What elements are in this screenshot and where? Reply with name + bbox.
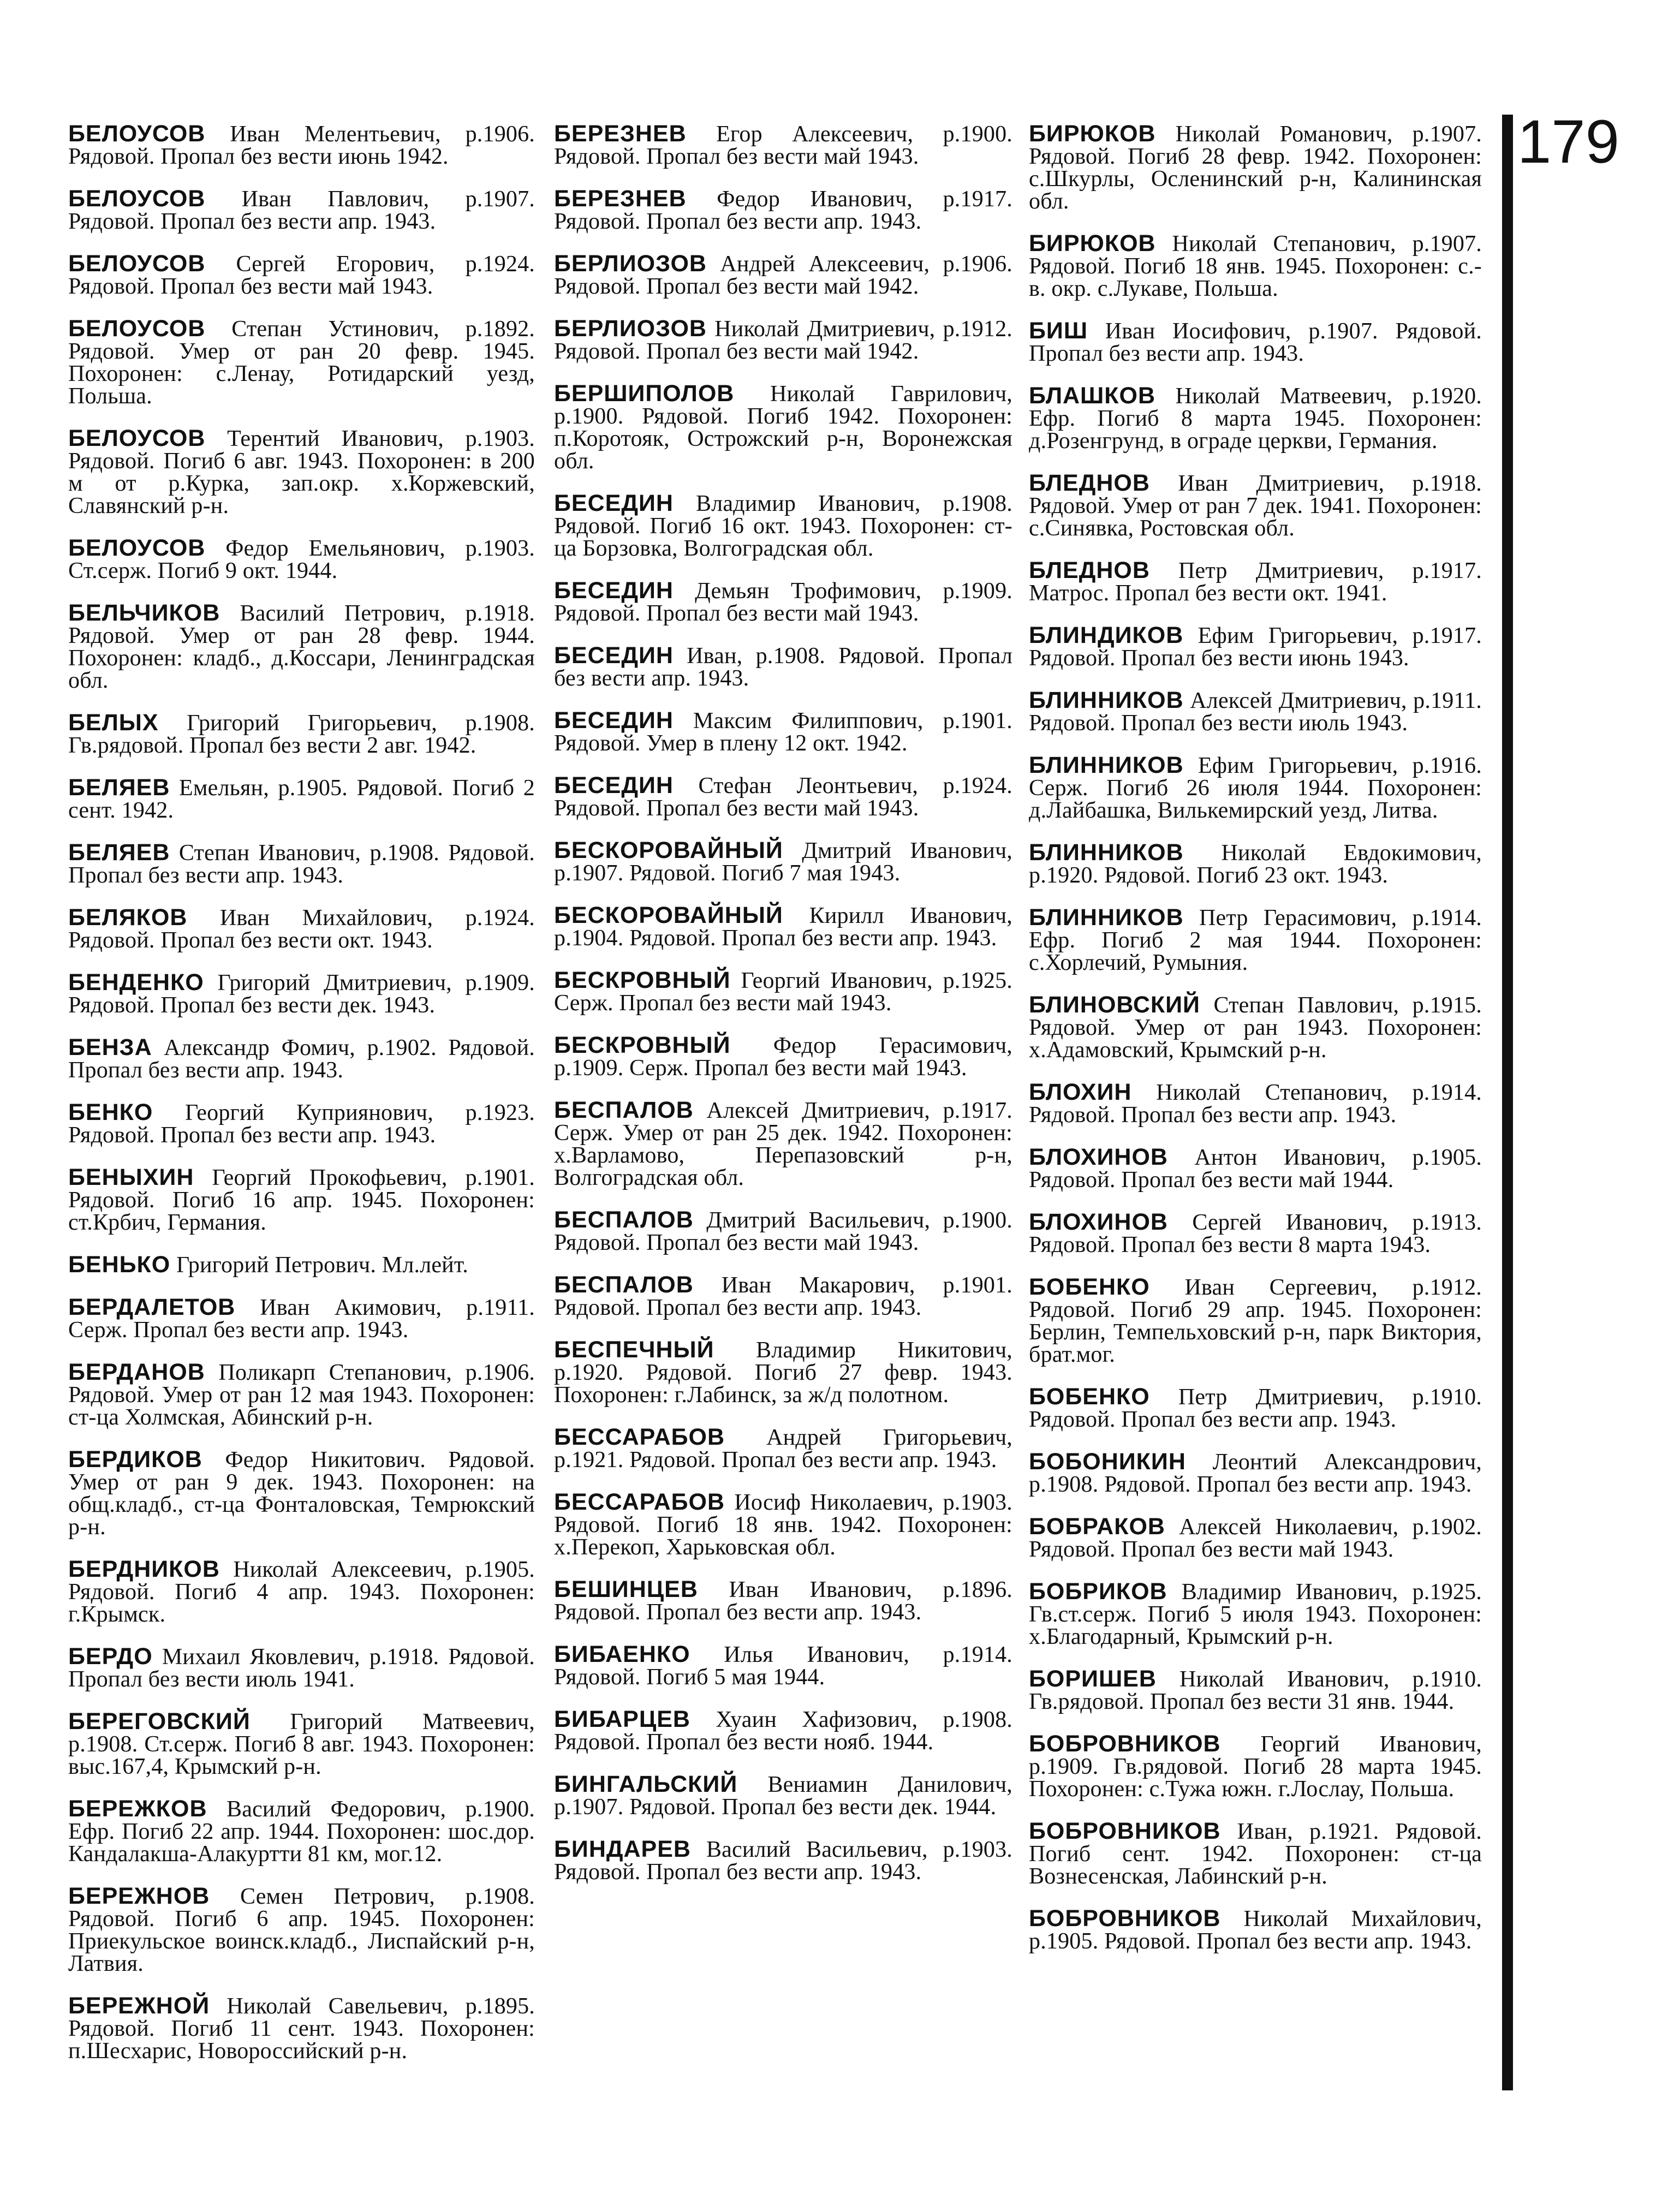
entry — [1029, 1513, 1482, 1562]
entry-details: Андрей Алексеевич, р.1906. Рядовой. Пропал без вести май 1942. — [554, 252, 1013, 299]
entry-details: Андрей Григорьевич, р.1921. Рядовой. Пропал без вести апр. 1943. — [554, 1425, 1012, 1473]
entry-details: Николай Степанович, р.1914. Рядовой. Пропал без вести апр. 1943. — [1029, 1080, 1482, 1128]
entry-details: Сергей Егорович, р.1924. Рядовой. Пропал без вести май 1943. — [68, 252, 535, 299]
entry-surname: БЕССАРАБОВ — [554, 1424, 725, 1450]
entry — [1029, 1668, 1482, 1713]
entry-details: Кирилл Иванович, р.1904. Рядовой. Пропал без вести апр. 1943. — [554, 903, 1012, 951]
entry-surname: БИНДАРЕВ — [554, 1836, 691, 1862]
entry — [68, 1254, 535, 1277]
entry-details: Федор Иванович, р.1917. Рядовой. Пропал без вести апр. 1943. — [554, 187, 1012, 234]
entry-surname: БЕСЕДИН — [554, 490, 674, 516]
column-middle — [554, 123, 1012, 1903]
entry-details: Егор Алексеевич, р.1900. Рядовой. Пропал без вести май 1943. — [554, 122, 1013, 169]
entry — [68, 602, 535, 692]
entry — [1029, 1146, 1482, 1191]
entry-surname: БИРЮКОВ — [1029, 121, 1156, 147]
entry — [554, 1339, 1012, 1407]
entry-surname: БЕСЕДИН — [554, 642, 674, 669]
entry-details: Николай Алексеевич, р.1905. Рядовой. Погиб 4 апр. 1943. Похоронен: г.Крымск. — [68, 1557, 535, 1627]
entry-details: Петр Дмитриевич, р.1910. Рядовой. Пропал без вести апр. 1943. — [1029, 1385, 1482, 1432]
entry-surname: БЕНДЕНКО — [68, 969, 204, 996]
entry-surname: БЕРЕГОВСКИЙ — [68, 1708, 251, 1735]
entry-surname: БИНГАЛЬСКИЙ — [554, 1771, 738, 1797]
entry-details: Алексей Николаевич, р.1902. Рядовой. Пропал без вести май 1943. — [1029, 1515, 1482, 1562]
entry-details: Степан Устинович, р.1892. Рядовой. Умер от ран 20 февр. 1945. Похоронен: с.Ленау, Ротидарский уезд, Польша. — [68, 317, 535, 409]
entry-details: Степан Павлович, р.1915. Рядовой. Умер от ран 1943. Похоронен: х.Адамовский, Крымский р-н. — [1029, 993, 1482, 1063]
entry-details: Георгий Иванович, р.1925. Серж. Пропал без вести май 1943. — [554, 968, 1013, 1016]
entry — [1029, 1451, 1482, 1496]
entry — [554, 1034, 1012, 1080]
entry-details: Ефим Григорьевич, р.1917. Рядовой. Пропал без вести июнь 1943. — [1029, 623, 1482, 671]
entry — [68, 1708, 535, 1779]
entry-details: Дмитрий Васильевич, р.1900. Рядовой. Пропал без вести май 1943. — [554, 1208, 1012, 1255]
entry-details: Иван Павлович, р.1907. Рядовой. Пропал без вести апр. 1943. — [68, 187, 535, 234]
entry-details: Поликарп Степанович, р.1906. Рядовой. Умер от ран 12 мая 1943. Похоронен: ст-ца Холмская, Абинский р-н. — [68, 1360, 535, 1430]
entry-surname: БИРЮКОВ — [1029, 230, 1156, 257]
entry — [68, 774, 535, 823]
entry — [68, 904, 535, 953]
entry-details: Владимир Иванович, р.1908. Рядовой. Погиб 16 окт. 1943. Похоронен: ст-ца Борзовка, Волгоградская обл. — [554, 491, 1013, 561]
entry — [554, 904, 1012, 950]
entry-details: Федор Никитович. Рядовой. Умер от ран 9 дек. 1943. Похоронен: на общ.кладб., ст-ца Фонталовская, Темрюкский р-н. — [68, 1447, 535, 1540]
entry-surname: БЕСПАЛОВ — [554, 1097, 694, 1123]
entry — [68, 1643, 535, 1692]
entry-details: Николай Гаврилович, р.1900. Рядовой. Погиб 1942. Похоронен: п.Коротояк, Острожский р-н, Воронежская обл. — [554, 382, 1012, 474]
entry — [1029, 1820, 1482, 1888]
entry-surname: БЕЛОУСОВ — [68, 315, 206, 342]
entry-details: Иван Михайлович, р.1924. Рядовой. Пропал без вести окт. 1943. — [68, 905, 535, 953]
entry — [1029, 1386, 1482, 1431]
entry — [1029, 1733, 1482, 1801]
entry-details: Василий Федорович, р.1900. Ефр. Погиб 22 апр. 1944. Похоронен: шос.дор. Кандалакша-Алакуртти 81 км, мог.12. — [68, 1797, 535, 1867]
entry-surname: БЕНКО — [68, 1099, 153, 1125]
entry-details: Владимир Никитович, р.1920. Рядовой. Погиб 27 февр. 1943. Похоронен: г.Лабинск, за ж/д полотном. — [554, 1338, 1012, 1408]
entry — [1029, 559, 1482, 605]
entry-surname: БОБЕНКО — [1029, 1384, 1150, 1410]
entry-details: Николай Михайлович, р.1905. Рядовой. Пропал без вести апр. 1943. — [1029, 1906, 1482, 1954]
entry — [1029, 994, 1482, 1062]
column-right — [1029, 123, 1482, 1972]
entry-details: Николай Романович, р.1907. Рядовой. Погиб 28 февр. 1942. Похоронен: с.Шкурлы, Осленинский р-н, Калининская обл. — [1029, 122, 1482, 214]
entry — [68, 1446, 535, 1540]
entry-surname: БЛАШКОВ — [1029, 383, 1156, 409]
entry — [554, 774, 1012, 820]
entry — [554, 1773, 1012, 1819]
entry-surname: БОБЕНКО — [1029, 1274, 1150, 1300]
entry-details: Леонтий Александрович, р.1908. Рядовой. Пропал без вести апр. 1943. — [1029, 1450, 1482, 1497]
entry-details: Сергей Иванович, р.1913. Рядовой. Пропал без вести 8 марта 1943. — [1029, 1210, 1482, 1258]
entry — [1029, 904, 1482, 975]
entry — [554, 380, 1012, 474]
entry-details: Ефим Григорьевич, р.1916. Серж. Погиб 26 июля 1944. Похоронен: д.Лайбашка, Вилькемирский уезд, Литва. — [1029, 753, 1482, 823]
entry — [554, 1491, 1012, 1559]
entry-details: Степан Иванович, р.1908. Рядовой. Пропал без вести апр. 1943. — [68, 841, 535, 888]
entry — [68, 1885, 535, 1975]
entry — [68, 839, 535, 888]
entry-surname: БЛЕДНОВ — [1029, 557, 1150, 583]
entry-details: Георгий Прокофьевич, р.1901. Рядовой. Погиб 16 апр. 1945. Похоронен: ст.Крбич, Германия. — [68, 1165, 535, 1235]
entry-details: Николай Матвеевич, р.1920. Ефр. Погиб 8 марта 1945. Похоронен: д.Розенгрунд, в ограде церкви, Германия. — [1029, 384, 1482, 454]
entry-details: Григорий Григорьевич, р.1908. Гв.рядовой. Пропал без вести 2 авг. 1942. — [68, 711, 535, 758]
vertical-rule — [1502, 115, 1513, 2090]
entry — [68, 1166, 535, 1234]
entry — [554, 315, 1013, 364]
entry-details: Николай Иванович, р.1910. Гв.рядовой. Пропал без вести 31 янв. 1944. — [1029, 1667, 1482, 1714]
entry-details: Терентий Иванович, р.1903. Рядовой. Погиб 6 авг. 1943. Похоронен: в 200 м от р.Курка, зап.окр. х.Коржевский, Славянский р-н. — [68, 426, 535, 519]
entry-surname: БЕСКРОВНЫЙ — [554, 1032, 731, 1058]
entry-details: Максим Филиппович, р.1901. Рядовой. Умер в плену 12 окт. 1942. — [554, 708, 1012, 756]
entry-surname: БЛОХИНОВ — [1029, 1209, 1168, 1235]
entry — [554, 1274, 1012, 1319]
entry-details: Алексей Дмитриевич, р.1911. Рядовой. Пропал без вести июль 1943. — [1029, 688, 1482, 736]
entry-surname: БЕРДНИКОВ — [68, 1556, 220, 1582]
entry — [68, 1558, 535, 1626]
entry — [554, 839, 1012, 885]
entry-surname: БИБАРЦЕВ — [554, 1706, 690, 1732]
entry-details: Василий Васильевич, р.1903. Рядовой. Пропал без вести апр. 1943. — [554, 1837, 1013, 1885]
entry-surname: БЕНЗА — [68, 1034, 152, 1060]
entry — [68, 1296, 535, 1342]
entry — [68, 427, 535, 517]
entry — [68, 188, 535, 233]
entry — [554, 123, 1012, 168]
entry-surname: БЕЛЫХ — [68, 710, 159, 736]
entry-surname: БОБРОВНИКОВ — [1029, 1905, 1221, 1932]
entry — [1029, 1211, 1482, 1256]
entry-surname: БЕСКРОВНЫЙ — [554, 967, 731, 993]
entry-surname: БЛИННИКОВ — [1029, 839, 1184, 866]
entry — [68, 537, 535, 582]
page-number: 179 — [1517, 108, 1619, 176]
entry-details: Георгий Иванович, р.1909. Гв.рядовой. Погиб 28 марта 1945. Похоронен: с.Тужа южн. г.Лослау, Польша. — [1029, 1732, 1482, 1802]
entry — [554, 188, 1012, 233]
entry-surname: БЛИННИКОВ — [1029, 752, 1184, 778]
entry — [554, 577, 1012, 626]
entry — [1029, 1578, 1482, 1649]
entry — [554, 1643, 1012, 1689]
entry — [68, 1995, 535, 2063]
entry-surname: БОБОНИКИН — [1029, 1449, 1186, 1475]
entry-details: Иван Мелентьевич, р.1906. Рядовой. Пропал без вести июнь 1942. — [68, 122, 535, 169]
entry-surname: БЕЛОУСОВ — [68, 425, 206, 451]
entry-surname: БЕРЕЖНОВ — [68, 1883, 210, 1909]
entry-surname: БЕСЕДИН — [554, 772, 674, 798]
entry — [1029, 689, 1482, 735]
entry — [1029, 320, 1482, 365]
entry-surname: БЕНЫХИН — [68, 1164, 194, 1190]
entry — [1029, 385, 1482, 452]
entry — [554, 1209, 1012, 1254]
entry-surname: БЕСЕДИН — [554, 577, 674, 604]
entry-details: Иван Дмитриевич, р.1918. Рядовой. Умер от ран 7 дек. 1941. Похоронен: с.Синявка, Ростовская обл. — [1029, 471, 1482, 541]
entry — [554, 1426, 1012, 1471]
entry-surname: БЕСКОРОВАЙНЫЙ — [554, 837, 783, 863]
entry-surname: БЕСЕДИН — [554, 707, 674, 734]
entry-surname: БЕЛОУСОВ — [68, 121, 206, 147]
entry — [554, 492, 1012, 560]
entry-surname: БЕСКОРОВАЙНЫЙ — [554, 902, 783, 928]
entry-details: Николай Савельевич, р.1895. Рядовой. Погиб 11 сент. 1943. Похоронен: п.Шесхарис, Новороссийский р-н. — [68, 1994, 535, 2064]
entry-surname: БЕЛЯКОВ — [68, 904, 188, 931]
entry-surname: БЕЛЯЕВ — [68, 839, 170, 866]
entry-details: Василий Петрович, р.1918. Рядовой. Умер от ран 28 февр. 1944. Похоронен: кладб., д.Коссари, Ленинградская обл. — [68, 601, 535, 693]
entry-details: Иван Акимович, р.1911. Серж. Пропал без вести апр. 1943. — [68, 1295, 535, 1343]
entry — [68, 253, 535, 298]
entry-surname: БОБРОВНИКОВ — [1029, 1731, 1221, 1757]
entry-surname: БЕСПАЛОВ — [554, 1272, 694, 1298]
entry — [1029, 123, 1482, 213]
entry-details: Алексей Дмитриевич, р.1917. Серж. Умер от ран 25 дек. 1942. Похоронен: х.Варламово, Перепазовский р-н, Волгоградская обл. — [554, 1098, 1012, 1190]
entry-surname: БЕЛЬЧИКОВ — [68, 600, 221, 626]
entry-surname: БИБАЕНКО — [554, 1641, 690, 1667]
entry-surname: БЕРЕЗНЕВ — [554, 186, 687, 212]
entry — [1029, 230, 1482, 301]
entry-surname: БЕРЕЖНОЙ — [68, 1993, 210, 2019]
entry-surname: БОБРАКОВ — [1029, 1513, 1165, 1540]
entry — [554, 1578, 1012, 1624]
entry-details: Иван Макарович, р.1901. Рядовой. Пропал без вести апр. 1943. — [554, 1273, 1012, 1320]
entry-surname: БИШ — [1029, 318, 1088, 344]
entry-details: Георгий Куприянович, р.1923. Рядовой. Пропал без вести апр. 1943. — [68, 1100, 535, 1148]
entry-surname: БЛИННИКОВ — [1029, 687, 1184, 713]
entry-surname: БЕРДО — [68, 1643, 153, 1670]
entry — [68, 315, 535, 409]
entry — [554, 707, 1012, 756]
entry — [68, 1101, 535, 1147]
entry-surname: БЛИНДИКОВ — [1029, 622, 1184, 648]
entry-details: Иван, р.1908. Рядовой. Пропал без вести апр. 1943. — [554, 643, 1012, 691]
entry-details: Петр Дмитриевич, р.1917. Матрос. Пропал без вести окт. 1941. — [1029, 558, 1482, 606]
entry-surname: БЕРДИКОВ — [68, 1446, 202, 1473]
entry-surname: БЕЛОУСОВ — [68, 186, 206, 212]
entry-details: Иван, р.1921. Рядовой. Погиб сент. 1942. Похоронен: ст-ца Вознесенская, Лабинский р-н. — [1029, 1819, 1482, 1889]
entry-surname: БЕСПЕЧНЫЙ — [554, 1337, 714, 1363]
entry — [1029, 1276, 1482, 1366]
entry — [68, 1036, 535, 1082]
entry-details: Демьян Трофимович, р.1909. Рядовой. Пропал без вести май 1943. — [554, 579, 1012, 626]
entry-details: Николай Степанович, р.1907. Рядовой. Погиб 18 янв. 1945. Похоронен: с.-в. окр. с.Лукаве, Польша. — [1029, 231, 1482, 301]
entry-details: Стефан Леонтьевич, р.1924. Рядовой. Пропал без вести май 1943. — [554, 773, 1012, 821]
entry — [68, 1361, 535, 1429]
entry-details: Григорий Дмитриевич, р.1909. Рядовой. Пропал без вести дек. 1943. — [68, 970, 535, 1018]
entry-surname: БЕСПАЛОВ — [554, 1207, 694, 1233]
entry-surname: БЕЛЯЕВ — [68, 774, 170, 801]
entry-surname: БЕРЕЗНЕВ — [554, 121, 687, 147]
entry — [1029, 839, 1482, 888]
entry — [554, 969, 1012, 1015]
entry-surname: БЛИННИКОВ — [1029, 904, 1184, 931]
entry-surname: БЕРДАНОВ — [68, 1359, 205, 1385]
entry-details: Иван Иванович, р.1896. Рядовой. Пропал без вести апр. 1943. — [554, 1577, 1012, 1625]
entry-surname: БЕССАРАБОВ — [554, 1489, 725, 1515]
entry-surname: БЕРДАЛЕТОВ — [68, 1294, 236, 1320]
entry-surname: БЕРЕЖКОВ — [68, 1796, 207, 1822]
entry-surname: БЕРЛИОЗОВ — [554, 251, 707, 277]
entry-surname: БЛОХИН — [1029, 1079, 1132, 1105]
entry-details: Семен Петрович, р.1908. Рядовой. Погиб 6 апр. 1945. Похоронен: Приекульское воинск.кладб., Лиспайский р-н, Латвия. — [68, 1884, 535, 1976]
entry-surname: БОБРОВНИКОВ — [1029, 1818, 1221, 1844]
entry-details: Владимир Иванович, р.1925. Гв.ст.серж. Погиб 5 июля 1943. Похоронен: х.Благодарный, Крымский р-н. — [1029, 1580, 1482, 1649]
entry-surname: БЛОХИНОВ — [1029, 1144, 1168, 1170]
entry-details: Петр Герасимович, р.1914. Ефр. Погиб 2 мая 1944. Похоронен: с.Хорлечий, Румыния. — [1029, 905, 1482, 975]
entry — [554, 1838, 1012, 1884]
entry-details: Иосиф Николаевич, р.1903. Рядовой. Погиб 18 янв. 1942. Похоронен: х.Перекоп, Харьковская обл. — [554, 1490, 1012, 1560]
entry-surname: БЛИНОВСКИЙ — [1029, 992, 1200, 1018]
entry — [68, 712, 535, 757]
entry — [1029, 472, 1482, 540]
entry-surname: БОРИШЕВ — [1029, 1666, 1157, 1692]
entry — [1029, 754, 1482, 822]
entry-surname: БЕНЬКО — [68, 1252, 171, 1278]
entry — [1029, 1081, 1482, 1127]
entry-details: Григорий Матвеевич, р.1908. Ст.серж. Погиб 8 авг. 1943. Похоронен: выс.167,4, Крымский р-н. — [68, 1709, 535, 1779]
entry-details: Михаил Яковлевич, р.1918. Рядовой. Пропал без вести июль 1941. — [68, 1644, 535, 1692]
entry-details: Вениамин Данилович, р.1907. Рядовой. Пропал без вести дек. 1944. — [554, 1772, 1012, 1820]
entry-details: Александр Фомич, р.1902. Рядовой. Пропал без вести апр. 1943. — [68, 1035, 535, 1083]
entry — [68, 123, 535, 168]
entry-details: Антон Иванович, р.1905. Рядовой. Пропал без вести май 1944. — [1029, 1145, 1482, 1193]
entry-details: Иван Сергеевич, р.1912. Рядовой. Погиб 29 апр. 1945. Похоронен: Берлин, Темпельховский р-н, парк Виктория, брат.мог. — [1029, 1275, 1482, 1367]
entry — [1029, 1905, 1482, 1954]
entry-surname: БЕРЛИОЗОВ — [554, 315, 707, 342]
entry-details: Григорий Петрович. Мл.лейт. — [176, 1253, 468, 1278]
entry-surname: БЕЛОУСОВ — [68, 535, 206, 561]
entry — [1029, 624, 1482, 670]
entry-details: Емельян, р.1905. Рядовой. Погиб 2 сент. 1942. — [68, 776, 535, 823]
entry — [68, 1798, 535, 1866]
entry — [554, 1708, 1012, 1754]
entry — [554, 253, 1012, 298]
entry-surname: БЕШИНЦЕВ — [554, 1576, 698, 1602]
column-left — [68, 123, 535, 2082]
entry-details: Федор Емельянович, р.1903. Ст.серж. Погиб 9 окт. 1944. — [68, 536, 535, 583]
entry — [554, 1099, 1012, 1189]
entry — [68, 969, 535, 1018]
entry-details: Дмитрий Иванович, р.1907. Рядовой. Погиб 7 мая 1943. — [554, 838, 1012, 886]
entry — [554, 642, 1012, 691]
entry-surname: БЕЛОУСОВ — [68, 251, 206, 277]
entry-details: Федор Герасимович, р.1909. Серж. Пропал без вести май 1943. — [554, 1033, 1012, 1081]
entry-details: Иван Иосифович, р.1907. Рядовой. Пропал без вести апр. 1943. — [1029, 319, 1482, 366]
entry-surname: БЛЕДНОВ — [1029, 470, 1150, 496]
entry-details: Николай Дмитриевич, р.1912. Рядовой. Пропал без вести май 1942. — [554, 317, 1013, 364]
entry-surname: БЕРШИПОЛОВ — [554, 380, 735, 407]
entry-surname: БОБРИКОВ — [1029, 1578, 1167, 1605]
entry-details: Николай Евдокимович, р.1920. Рядовой. Погиб 23 окт. 1943. — [1029, 841, 1482, 888]
entry-details: Илья Иванович, р.1914. Рядовой. Погиб 5 мая 1944. — [554, 1642, 1012, 1690]
entry-details: Хуаин Хафизович, р.1908. Рядовой. Пропал без вести нояб. 1944. — [554, 1707, 1013, 1755]
